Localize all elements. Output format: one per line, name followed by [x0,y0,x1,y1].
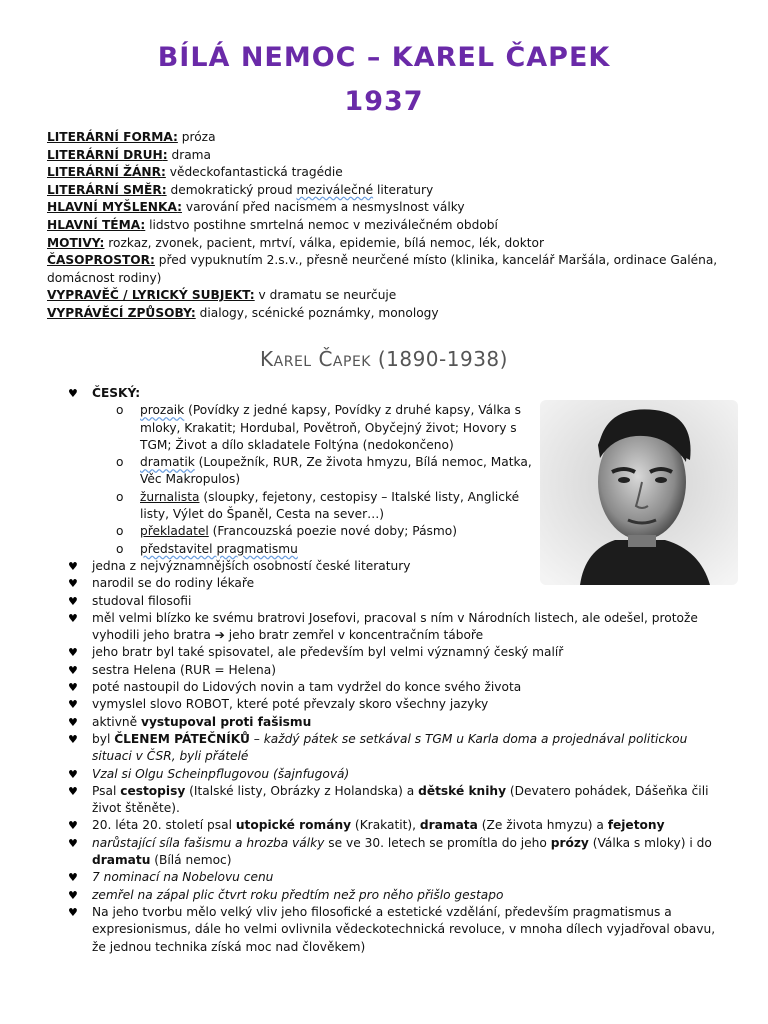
list-item [68,385,718,402]
document-title: BÍLÁ NEMOC – KAREL ČAPEK [157,42,611,73]
bio-text-italic: Vzal si Olgu Scheinpflugovou (šajnfugová) [92,766,350,781]
info-label: LITERÁRNÍ ŽÁNR [47,165,161,180]
info-label: HLAVNÍ TÉMA [47,217,141,232]
sub-term: prozaik [140,403,185,418]
bio-text-bold: prózy [550,835,589,850]
info-value: před vypuknutím 2.s.v., přesně neurčené místo (klinika, kancelář Maršála, ordinace Galéna, domácnost rodiny) [47,253,718,285]
info-value: dialogy, scénické poznámky, monology [195,305,439,320]
list-item [68,783,718,818]
info-sep: : [172,130,178,144]
bio-text-bold: dramatu [92,853,151,868]
bio-text: poté nastoupil do Lidových novin a tam vydržel do konce svého života [92,680,522,695]
bio-cesky: ČESKÝ: [92,386,141,400]
bio-text: byl [92,731,115,746]
info-row [47,147,737,165]
circle-bullet-icon: o [116,541,124,556]
sub-list-item [68,541,538,558]
bio-text: měl velmi blízko ke svému bratrovi Josefovi, pracoval s ním v Národních listech, ale odešel, protože vyhodili jeho bratra ➔ jeho bratr zemřel v koncentračním táboře [92,610,698,643]
bio-text: jeho bratr byl také spisovatel, ale především byl velmi významný český malíř [92,645,564,660]
info-label: MOTIVY [47,235,100,250]
info-sep: : [140,217,146,232]
heart-icon: ♥ [68,646,78,660]
info-value: lidstvo postihne smrtelná nemoc v meziválečném období [145,217,498,232]
circle-bullet-icon: o [116,403,124,418]
sub-list-item [68,523,538,540]
list-item [68,731,718,766]
biography-list [68,385,718,956]
heart-icon: ♥ [68,819,78,833]
info-row [47,129,737,147]
bio-text-bold: vystupoval proti fašismu [141,714,312,729]
circle-bullet-icon: o [116,489,124,504]
bio-text: (Italské listy, Obrázky z Holandska) a [185,783,419,798]
bio-text: jedna z nejvýznamnějších osobností české literatury [92,558,411,573]
list-item [68,817,718,834]
list-item [68,904,718,956]
bio-text: 20. léta 20. století psal [92,818,236,833]
sub-list-item [68,402,538,454]
bio-text-bold: dramata [419,818,478,833]
info-row [47,287,737,305]
info-row [47,305,737,323]
info-sep: : [162,147,168,162]
info-value-wavy: meziválečné [296,182,374,197]
info-label: LITERÁRNÍ FORMA [47,130,173,144]
bio-text: narodil se do rodiny lékaře [92,576,255,591]
info-value: demokratický proud [166,182,297,197]
heart-icon: ♥ [68,784,78,798]
sub-list-item [68,489,538,524]
info-row [47,164,737,182]
sub-term: dramatik [140,455,195,470]
bio-text-italic: – každý pátek se setkával s TGM u Karla doma a projednával politickou situaci v ČSR, byli přátelé [92,731,688,764]
list-item [68,835,718,870]
list-item [68,644,718,661]
sub-list-item [68,454,538,489]
sub-text: (Povídky z jedné kapsy, Povídky z druhé kapsy, Válka s mloky, Krakatit; Hordubal, Povětroň, Obyčejný život; Hovory s TGM; Život a dílo skladatele Foltýna (nedokončeno) [140,403,522,452]
list-item [68,610,718,645]
heart-icon: ♥ [68,698,78,712]
heart-icon: ♥ [68,888,78,902]
info-value: varování před nacismem a nesmyslnost války [181,200,465,215]
bio-text-italic: zemřel na zápal plic čtvrt roku předtím než pro něho přišlo gestapo [92,887,504,902]
info-value: drama [167,147,212,162]
bio-text: (Bílá nemoc) [150,853,232,868]
info-label: LITERÁRNÍ SMĚR [47,182,162,197]
info-block [47,129,737,323]
list-item [68,575,718,592]
list-item [68,887,718,904]
info-value: rozkaz, zvonek, pacient, mrtví, válka, epidemie, bílá nemoc, lék, doktor [104,235,545,250]
sub-term: představitel pragmatismu [140,541,298,556]
info-label: LITERÁRNÍ DRUH [47,147,163,162]
author-heading-text: Karel Čapek (1890-1938) [260,347,508,371]
bio-text-bold: cestopisy [120,783,186,798]
circle-bullet-icon: o [116,455,124,470]
list-item [68,766,718,783]
bio-text-italic: narůstající síla fašismu a hrozba války [92,835,325,850]
heart-icon: ♥ [68,387,78,400]
list-item [68,558,718,575]
bio-text: (Devatero pohádek, Dášeňka čili život štěněte). [92,783,709,816]
heart-icon: ♥ [68,905,78,919]
list-item [68,593,718,610]
heart-icon: ♥ [68,577,78,591]
bio-text: (Ze života hmyzu) a [477,818,608,833]
heart-icon: ♥ [68,871,78,885]
info-row [47,252,737,287]
info-value: vědeckofantastická tragédie [165,165,343,180]
heart-icon: ♥ [68,767,78,781]
info-value-rest: literatury [373,182,434,197]
bio-text-bold: dětské knihy [418,783,507,798]
sub-text: (sloupky, fejetony, cestopisy – Italské listy, Anglické listy, Výlet do Španěl, Cesta na sever…) [140,489,520,522]
heart-icon: ♥ [68,732,78,746]
heart-icon: ♥ [68,836,78,850]
info-sep: : [160,165,166,180]
bio-text: vymyslel slovo ROBOT, které poté převzaly skoro všechny jazyky [92,697,489,712]
heart-icon: ♥ [68,715,78,729]
bio-text: (Válka s mloky) i do [588,835,712,850]
info-row [47,199,737,217]
bio-text-bold: utopické romány [235,818,352,833]
heart-icon: ♥ [68,663,78,677]
bio-text: Na jeho tvorbu mělo velký vliv jeho filosofické a estetické vzdělání, především pragmatismus a expresionismus, dále ho velmi ovlivnila vědeckotechnická revoluce, v mnoha dílech vyjadřoval obavu, že jednou technika získá moc nad člověkem) [92,904,716,954]
info-label: HLAVNÍ MYŠLENKA [47,200,178,215]
bio-text: aktivně [92,714,141,729]
info-label: VYPRAVĚČ / LYRICKÝ SUBJEKT: [47,288,255,303]
bio-text: se ve 30. letech se promítla do jeho [324,835,551,850]
heart-icon: ♥ [68,594,78,608]
list-item [68,696,718,713]
circle-bullet-icon: o [116,524,124,539]
info-value: próza [177,130,216,144]
info-sep: : [99,235,105,250]
info-label: VYPRÁVĚCÍ ZPŮSOBY: [47,305,196,320]
info-label: ČASOPROSTOR [47,253,151,268]
heart-icon: ♥ [68,611,78,625]
info-value: v dramatu se neurčuje [254,288,397,303]
bio-text-bold: ČLENEM PÁTEČNÍKŮ [114,731,250,746]
list-item [68,662,718,679]
heart-icon: ♥ [68,681,78,695]
info-sep: : [161,182,167,197]
info-row [47,217,737,235]
info-row [47,235,737,253]
bio-text-italic: 7 nominací na Nobelovu cenu [92,870,274,885]
document-year: 1937 [344,86,424,117]
bio-text: sestra Helena (RUR = Helena) [92,662,277,677]
sub-term: žurnalista [140,489,200,504]
list-item [68,869,718,886]
bio-text: Psal [92,783,121,798]
sub-text: (Francouzská poezie nové doby; Pásmo) [208,524,457,539]
info-row [47,182,737,200]
bio-text-bold: fejetony [607,818,665,833]
list-item [68,679,718,696]
author-heading [0,347,768,371]
sub-text: (Loupežník, RUR, Ze života hmyzu, Bílá nemoc, Matka, Věc Makropulos) [140,455,532,487]
bio-text: studoval filosofii [92,593,192,608]
info-sep: : [150,253,155,268]
sub-term: překladatel [140,524,209,539]
heart-icon: ♥ [68,559,78,573]
list-item [68,714,718,731]
bio-text: (Krakatit), [351,818,420,833]
info-sep: : [177,200,182,215]
